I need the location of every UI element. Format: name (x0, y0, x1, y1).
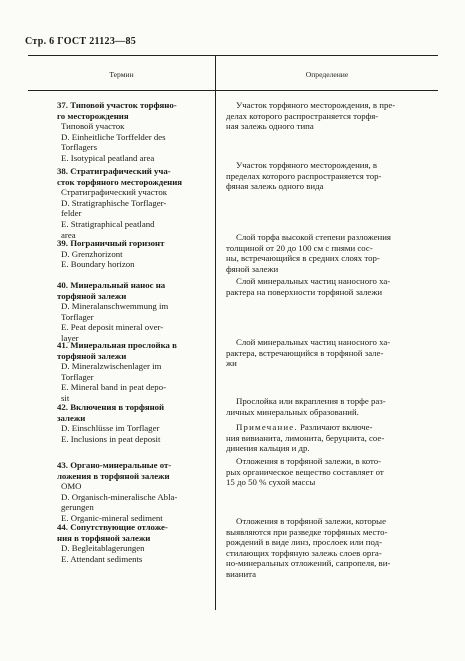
term-line: E. Peat deposit mineral over- (61, 322, 164, 333)
term-title: 42. Включения в торфяной (57, 402, 165, 412)
term-title: 41. Минеральная прослойка в (57, 340, 177, 350)
term-line: E. Isotypical peatland area (61, 152, 155, 163)
term-39 (57, 238, 209, 270)
definition-line: но-минеральных отложений, сапропеля, ви- (226, 558, 391, 569)
term-line: layer (61, 332, 79, 343)
term-line: E. Boundary horizon (61, 259, 135, 270)
column-divider (215, 55, 216, 610)
term-title: залежи (57, 412, 86, 423)
definition-line: Слой минеральных частиц наносного ха- (236, 337, 391, 347)
term-line: Torflager (61, 311, 94, 322)
definition-line: рождений в виде линз, прослоек или под- (226, 537, 382, 548)
term-line: D. Mineralzwischenlager im (61, 361, 162, 372)
definition-line: выявляются при разведке торфяных место- (226, 526, 388, 537)
term-44 (57, 522, 209, 564)
term-title: торфяной залежи (57, 350, 127, 361)
term-title: 44. Сопутствующие отложе- (57, 522, 168, 532)
term-title: го месторождения (57, 110, 129, 121)
definition-line: Отложения в торфяной залежи, которые (236, 516, 386, 526)
term-40 (57, 280, 209, 344)
definition-line: ная залежь одного типа (226, 121, 314, 132)
definition-line: фяная залежь одного вида (226, 181, 324, 192)
definition-38 (226, 160, 441, 192)
definition-43 (226, 456, 441, 488)
definition-42 (226, 396, 441, 417)
term-line: D. Grenzhorizont (61, 248, 123, 259)
column-header-definition: Определение (305, 70, 349, 79)
term-title: 37. Типовой участок торфяно- (57, 100, 177, 110)
definition-line: рактера на поверхности торфяной залежи (226, 286, 383, 297)
term-line: D. Einheitliche Torffelder des (61, 131, 166, 142)
term-line: E. Attendant sediments (61, 553, 143, 564)
note-label: Примечание. (236, 422, 298, 432)
term-line: D. Einschlüsse im Torflager (61, 423, 160, 434)
definition-line: вианита (226, 568, 257, 579)
definition-line: жи (226, 358, 237, 369)
term-line: E. Mineral band in peat depo- (61, 382, 167, 393)
term-line: D. Mineralanschwemmung im (61, 301, 169, 312)
term-line: felder (61, 208, 82, 219)
term-line: D. Organisch-mineralische Abla- (61, 491, 178, 502)
term-line: E. Organic-mineral sediment (61, 512, 163, 523)
term-line: Типовой участок (61, 121, 125, 132)
term-line: Torflagers (61, 142, 98, 153)
definition-line: рактера, встречающийся в торфяной зале- (226, 347, 384, 358)
table-header-rule (28, 90, 438, 91)
term-title: 39. Пограничный горизонт (57, 238, 165, 248)
definition-line: рых органическое вещество составляет от (226, 466, 384, 477)
definition-line: ны, встречающийся в средних слоях тор- (226, 253, 380, 264)
definition-41 (226, 337, 441, 369)
term-line: ОМО (61, 481, 82, 492)
term-line: area (61, 229, 76, 240)
term-line: E. Inclusions in peat deposit (61, 433, 161, 444)
note-line (226, 422, 441, 433)
definition-line: пределах которого распространяется тор- (226, 170, 382, 181)
definition-line: толщиной от 20 до 100 см с пнями сос- (226, 242, 373, 253)
definition-line: делах которого распространяется торфя- (226, 110, 379, 121)
definition-44 (226, 516, 441, 580)
term-title: ния в торфяной залежи (57, 532, 151, 543)
term-title: сток торфяного месторождения (57, 176, 183, 187)
term-38 (57, 166, 209, 240)
definition-line: Участок торфяного месторождения, в пре- (236, 100, 396, 110)
definition-40 (226, 276, 441, 297)
definition-line: Прослойка или вкрапления в торфе раз- (236, 396, 386, 406)
term-line: D. Stratigraphische Torflager- (61, 197, 167, 208)
term-line: D. Begleitablagerungen (61, 543, 145, 554)
definition-line: стилающих торфяную залежь слоев орга- (226, 547, 382, 558)
note-line: динения кальция и др. (226, 443, 310, 454)
definition-line: Отложения в торфяной залежи, в кото- (236, 456, 382, 466)
term-42 (57, 402, 209, 444)
page-header: Стр. 6 ГОСТ 21123—85 (25, 36, 137, 47)
term-line: sit (61, 392, 70, 403)
definition-line: фяной залежи (226, 263, 279, 274)
definition-line: 15 до 50 % сухой массы (226, 477, 316, 488)
column-header-term: Термин (109, 70, 134, 79)
term-title: 40. Минеральный нанос на (57, 280, 166, 290)
term-43 (57, 460, 209, 524)
definition-line: Слой минеральных частиц наносного ха- (236, 276, 391, 286)
note-line: ния вивианита, лимонита, беруцнита, сое- (226, 432, 385, 443)
definition-37 (226, 100, 441, 132)
definition-42-note (226, 422, 441, 454)
term-line: E. Stratigraphical peatland (61, 218, 155, 229)
definition-line: Слой торфа высокой степени разложения (236, 232, 391, 242)
definition-line: Участок торфяного месторождения, в (236, 160, 378, 170)
term-title: торфяной залежи (57, 290, 127, 301)
definition-39 (226, 232, 441, 274)
term-line: Torflager (61, 371, 94, 382)
note-text: Различают включе- (299, 422, 373, 432)
term-line: Стратиграфический участок (61, 187, 168, 198)
term-title: 38. Стратиграфический уча- (57, 166, 171, 176)
table-top-rule (28, 55, 438, 56)
term-title: 43. Органо-минеральные от- (57, 460, 172, 470)
term-title: ложения в торфяной залежи (57, 470, 170, 481)
term-37 (57, 100, 209, 164)
term-line: gerungen (61, 502, 94, 513)
definition-line: личных минеральных образований. (226, 406, 359, 417)
term-41 (57, 340, 209, 404)
